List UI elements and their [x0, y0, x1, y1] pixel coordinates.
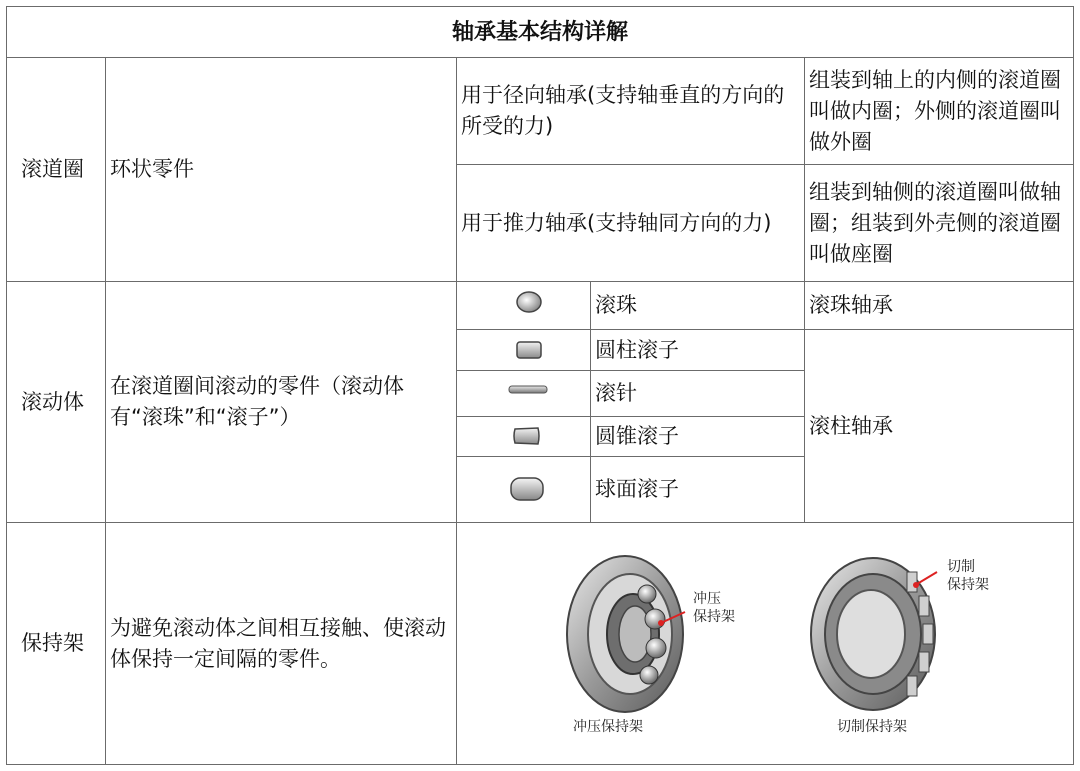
rolling-item-tapered: 圆锥滚子	[595, 424, 679, 448]
table-title: 轴承基本结构详解	[451, 19, 628, 45]
rolling-item-spherical: 球面滚子	[595, 477, 679, 501]
raceway-name: 滚道圈	[21, 157, 84, 181]
rolling-element-desc: 在滚道圈间滚动的零件（滚动体有“滚珠”和“滚子”）	[110, 374, 404, 429]
rolling-item-cylindrical: 圆柱滚子	[595, 337, 679, 362]
roller-bearing-label: 滚柱轴承	[809, 413, 893, 438]
cage-name: 保持架	[21, 631, 84, 655]
pressed-callout-line2: 保持架	[693, 609, 735, 625]
bearing-drawings	[555, 544, 1002, 744]
cage-illustration	[555, 544, 1002, 744]
tapered-roller-icon	[510, 425, 544, 447]
cage-desc: 为避免滚动体之间相互接触、使滚动体保持一定间隔的零件。	[110, 615, 446, 671]
machined-cage-caption: 切制保持架	[837, 719, 907, 735]
ball-icon	[513, 289, 545, 315]
pressed-callout-line1: 冲压	[693, 591, 721, 607]
radial-bearing-note: 组装到轴上的内侧的滚道圈叫做内圈；外侧的滚道圈叫做外圈	[809, 67, 1061, 154]
rolling-item-ball: 滚珠	[595, 293, 637, 317]
machined-cage-bearing-icon	[811, 558, 937, 710]
needle-roller-icon	[506, 383, 550, 397]
raceway-desc: 环状零件	[110, 157, 194, 181]
radial-bearing-use: 用于径向轴承(支持轴垂直的方向的所受的力)	[461, 83, 785, 138]
machined-callout-line1: 切制	[947, 559, 975, 575]
machined-callout-line2: 保持架	[947, 577, 989, 593]
rolling-element-name: 滚动体	[21, 389, 84, 414]
thrust-bearing-note: 组装到轴侧的滚道圈叫做轴圈；组装到外壳侧的滚道圈叫做座圈	[809, 179, 1061, 266]
spherical-roller-icon	[507, 474, 547, 504]
cylindrical-roller-icon	[513, 339, 545, 361]
rolling-item-needle: 滚针	[595, 381, 637, 405]
pressed-cage-bearing-icon	[567, 556, 685, 712]
ball-bearing-label: 滚珠轴承	[809, 293, 893, 317]
thrust-bearing-use: 用于推力轴承(支持轴同方向的力)	[461, 210, 772, 235]
pressed-cage-caption: 冲压保持架	[573, 719, 643, 735]
